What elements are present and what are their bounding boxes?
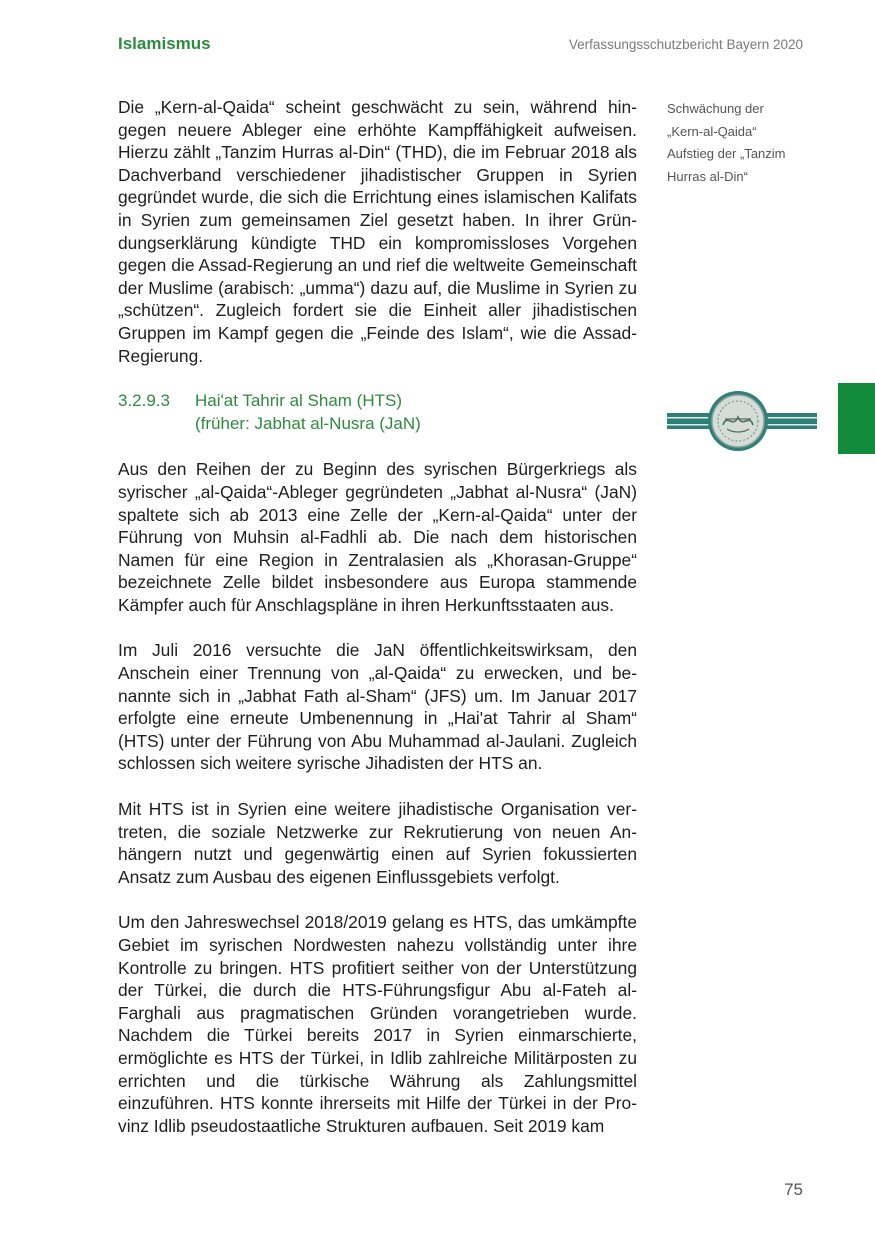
section-heading [118, 390, 637, 435]
margin-note-line: Hurras al-Din“ [667, 168, 748, 184]
page-number: 75 [784, 1180, 803, 1199]
paragraph-4: Mit HTS ist in Syrien eine weitere jihadistische Organisation vertreten, die soziale Netzwerke zur Rekrutierung von neuen Anhängern nutzt und gegenwärtig einen auf Syrien fokussierten Ansatz zum Ausbau des eigenen Einflussgebiets verfolgt. [118, 799, 637, 887]
heading-line-1: Hai'at Tahrir al Sham (HTS) [195, 391, 402, 411]
margin-note-line: Aufstieg der „Tanzim [667, 146, 786, 161]
section-heading-title [195, 390, 421, 435]
hts-flag-emblem-icon [667, 389, 817, 453]
paragraph-1: Die „Kern-al-Qaida“ scheint geschwächt zu sein, während hingegen neuere Ableger eine erhöhte Kampffähigkeit aufweisen. Hierzu zählt „Tanzim Hurras al-Din“ (THD), die im Februar 2018 als Dachverband verschiedener jihadistischer Gruppen in Syrien gegründet wurde, die sich die Errichtung eines islamischen Kalifats in Syrien zum gemeinsamen Ziel gesetzt haben. In ihrer Gründungserklärung kündigte THD ein kompromissloses Vorgehen gegen die Assad-Regierung an und rief die weltweite Gemeinschaft der Muslime (arabisch: „umma“) dazu auf, die Muslime in Syrien zu „schützen“. Zugleich fordert sie die Einheit aller jihadistischen Gruppen im Kampf gegen die „Feinde des Islam“, wie die Assad-Regierung. [118, 97, 637, 366]
section-number: 3.2.9.3 [118, 391, 170, 411]
margin-note [667, 98, 817, 188]
publication-title: Verfassungsschutzbericht Bayern 2020 [568, 37, 803, 52]
paragraph-5: Um den Jahreswechsel 2018/2019 gelang es HTS, das umkämpfte Gebiet im syrischen Nordwesten nahezu vollständig unter ihre Kontrolle zu bringen. HTS profitiert seither von der Unterstützung der Türkei, die durch die HTS-Führungsfigur Abu al-Fateh al-Farghali aus pragmatischen Gründen vorangetrieben wurde. Nachdem die Türkei bereits 2017 in Syrien einmarschierte, ermöglichte es HTS der Türkei, in Idlib zahlreiche Militärposten zu errichten und die türkische Währung als Zahlungsmittel einzuführen. HTS konnte ihrerseits mit Hilfe der Türkei in der Provinz Idlib pseudostaatliche Strukturen aufbauen. Seit 2019 kam [118, 912, 637, 1136]
paragraph-3: Im Juli 2016 versuchte die JaN öffentlichkeitswirksam, den Anschein einer Trennung von „al-Qaida“ zu erwecken, und benannte sich in „Jabhat Fath al-Sham“ (JFS) um. Im Januar 2017 erfolgte eine erneute Umbenennung in „Hai'at Tahrir al Sham“ (HTS) unter der Führung von Abu Muhammad al-Jaulani. Zugleich schlossen sich weitere syrische Jihadisten der HTS an. [118, 640, 637, 774]
chapter-tab [838, 383, 875, 454]
margin-note-line: „Kern-al-Qaida“ [667, 123, 757, 139]
section-title: Islamismus [118, 34, 211, 53]
main-text [118, 96, 637, 1160]
margin-note-line: Schwächung der [667, 101, 764, 116]
paragraph-2: Aus den Reihen der zu Beginn des syrischen Bürgerkriegs als syrischer „al-Qaida“-Ableger gegründeten „Jabhat al-Nusra“ (JaN) spaltete sich ab 2013 eine Zelle der „Kern-al-Qaida“ unter der Führung von Muhsin al-Fadhli ab. Die nach dem historischen Namen für eine Region in Zentralasien als „Khorasan-Gruppe“ bezeichnete Zelle bildet insbesondere aus Europa stammende Kämpfer auch für Anschlagspläne in ihren Herkunftsstaaten aus. [118, 459, 637, 615]
heading-line-2: (früher: Jabhat al-Nusra (JaN) [195, 413, 421, 433]
